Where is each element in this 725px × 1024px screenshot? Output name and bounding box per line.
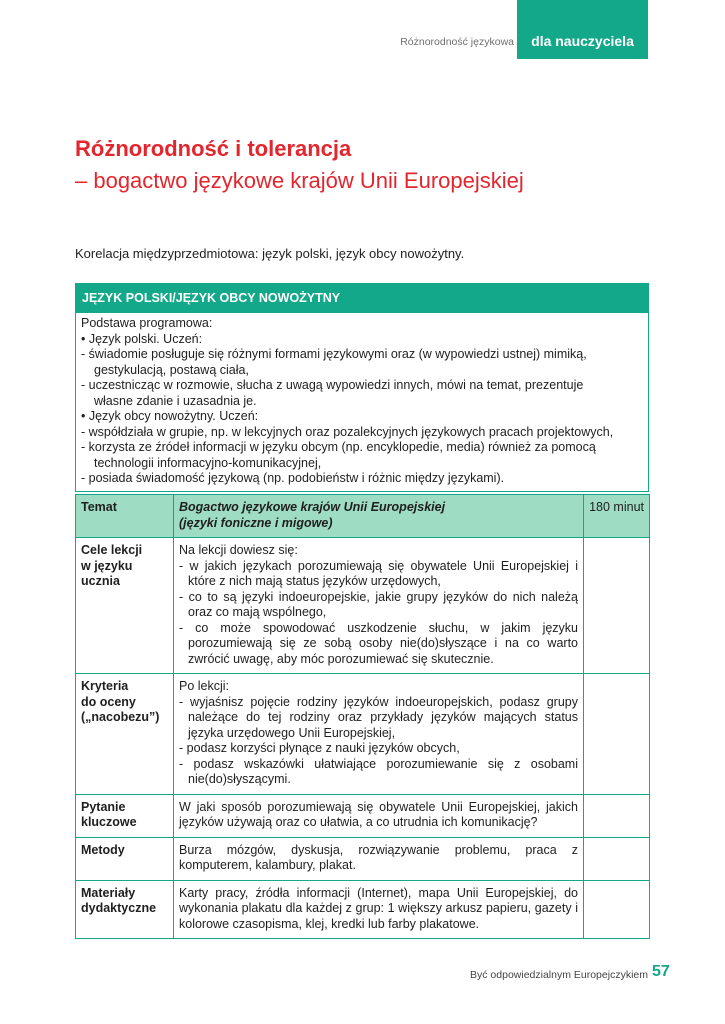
curriculum-line: - uczestnicząc w rozmowie, słucha z uwagą wypowiedzi innych, mówi na temat, prezentuje: [81, 378, 584, 392]
curriculum-box: [75, 283, 649, 492]
row-intro: Na lekcji dowiesz się:: [179, 543, 298, 557]
list-item: - podasz korzyści płynące z nauki języków obcych,: [179, 741, 460, 755]
row-label-line: („nacobezu”): [81, 710, 160, 724]
curriculum-line: - współdziała w grupie, np. w lekcyjnych oraz pozalekcyjnych językowych pracach projektowych,: [81, 424, 614, 439]
table-row-materials: [76, 880, 650, 939]
empty-cell: [584, 794, 650, 837]
row-content: [174, 674, 584, 795]
topic-title-line: (języki foniczne i migowe): [179, 515, 333, 530]
empty-cell: [584, 837, 650, 880]
list-item: - co może spowodować uszkodzenie słuchu, w jakim języku porozumiewają się ze sobą osoby nie(do)słyszące i na co warto zwrócić uwagę, aby móc porozumiewać się skutecznie.: [179, 620, 578, 666]
row-label-line: Pytanie: [81, 799, 126, 814]
row-content: Burza mózgów, dyskusja, rozwiązywanie problemu, praca z komputerem, kalambury, plakat.: [174, 837, 584, 880]
row-label-line: w języku: [81, 558, 133, 573]
topic-title: [174, 495, 584, 538]
row-label-line: kluczowe: [81, 815, 137, 829]
footer-series-title: Być odpowiedzialnym Europejczykiem: [470, 969, 648, 981]
curriculum-line: gestykulacją, postawą ciała,: [94, 362, 249, 377]
row-label: [76, 837, 174, 880]
title-main: Różnorodność i tolerancja: [75, 136, 352, 161]
row-content: W jaki sposób porozumiewają się obywatele Unii Europejskiej, jakich języków używają oraz co ułatwia, a co utrudnia ich komunikację?: [174, 794, 584, 837]
row-label-line: dydaktyczne: [81, 901, 157, 915]
row-label-line: do oceny: [81, 694, 136, 709]
page-title: [75, 133, 655, 197]
table-row-topic: [76, 495, 650, 538]
empty-cell: [584, 880, 650, 939]
row-content: [174, 538, 584, 674]
list-item: - podasz wskazówki ułatwiające porozumiewanie się z osobami nie(do)słyszącymi.: [179, 756, 578, 786]
row-label-line: Kryteria: [81, 679, 129, 693]
row-label: [76, 674, 174, 795]
duration: 180 minut: [584, 495, 650, 538]
row-label-line: Metody: [81, 842, 125, 857]
empty-cell: [584, 674, 650, 795]
row-content: Karty pracy, źródła informacji (Internet), mapa Unii Europejskiej, do wykonania plakatu dla każdej z grup: 1 większy arkusz papieru, gazety i kolorowe czasopisma, klej, kredki lub farby plakatowe.: [174, 880, 584, 939]
curriculum-line: Podstawa programowa:: [81, 316, 213, 330]
table-row-goals: [76, 538, 650, 674]
curriculum-line: własne zdanie i uzasadnia je.: [94, 393, 257, 408]
list-item: - co to są języki indoeuropejskie, jakie grupy języków do nich należą oraz co mają wspólnego,: [179, 589, 578, 619]
curriculum-box-heading: JĘZYK POLSKI/JĘZYK OBCY NOWOŻYTNY: [76, 284, 648, 313]
empty-cell: [584, 538, 650, 674]
curriculum-line: - posiada świadomość językową (np. podobieństw i różnic między językami).: [81, 471, 505, 485]
row-intro: Po lekcji:: [179, 679, 230, 693]
audience-tab: dla nauczyciela: [517, 0, 648, 59]
row-label-line: ucznia: [81, 574, 120, 588]
list-item: - wyjaśnisz pojęcie rodziny języków indoeuropejskich, podasz grupy należące do tej rodziny oraz przykłady języków mających status języka urzędowego Unii Europejskiej,: [179, 694, 578, 740]
table-row-criteria: [76, 674, 650, 795]
page-number: 57: [652, 963, 670, 980]
curriculum-line: - świadomie posługuje się różnymi formami językowymi oraz (w wypowiedzi ustnej) mimiką,: [81, 347, 587, 361]
row-label: [76, 794, 174, 837]
curriculum-box-body: [76, 313, 648, 491]
row-label-line: Materiały: [81, 885, 136, 900]
title-subtitle: – bogactwo językowe krajów Unii Europejskiej: [75, 168, 524, 193]
curriculum-line: • Język polski. Uczeń:: [81, 331, 203, 346]
row-label: [76, 538, 174, 674]
curriculum-line: - korzysta ze źródeł informacji w języku obcym (np. encyklopedie, media) również za pomocą: [81, 440, 596, 454]
row-label-line: Cele lekcji: [81, 543, 143, 557]
row-label: [76, 880, 174, 939]
table-row-methods: [76, 837, 650, 880]
topic-label: Temat: [76, 495, 174, 538]
lesson-plan-table: [75, 494, 650, 939]
curriculum-line: • Język obcy nowożytny. Uczeń:: [81, 409, 259, 423]
table-row-key-question: [76, 794, 650, 837]
curriculum-line: technologii informacyjno-komunikacyjnej,: [94, 455, 322, 470]
list-item: - w jakich językach porozumiewają się obywatele Unii Europejskiej i które z nich mają status języków urzędowych,: [179, 558, 578, 588]
running-header-section: Różnorodność językowa: [400, 36, 514, 48]
topic-title-line: Bogactwo językowe krajów Unii Europejskiej: [179, 500, 446, 514]
correlation-note: Korelacja międzyprzedmiotowa: język polski, język obcy nowożytny.: [75, 246, 465, 261]
